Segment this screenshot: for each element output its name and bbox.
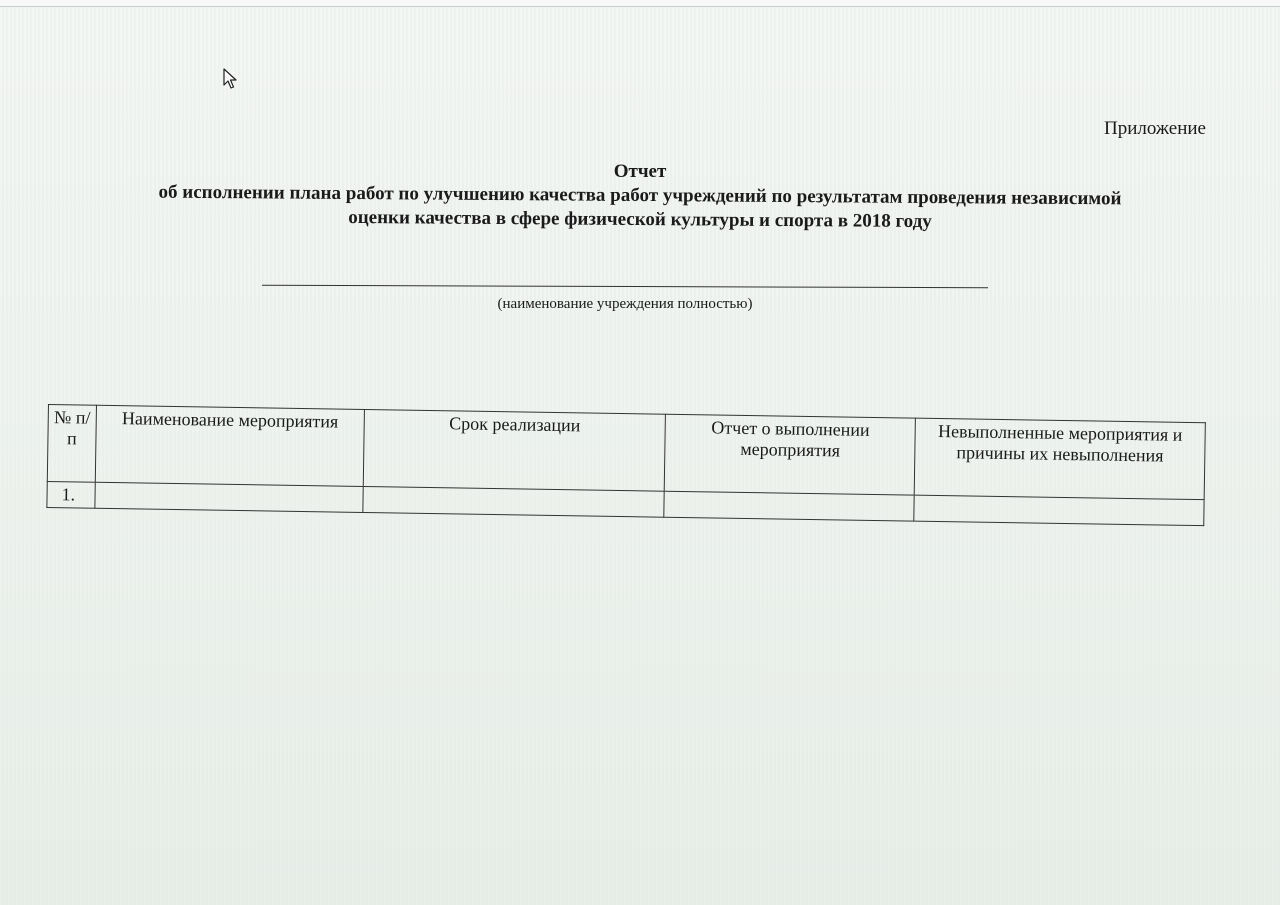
- header-deadline: Срок реализации: [363, 409, 666, 491]
- header-completion-report: Отчет о выполнении мероприятия: [665, 414, 916, 495]
- report-table: [46, 404, 1205, 526]
- cell-event-name: [95, 482, 363, 512]
- report-title: [0, 160, 1280, 232]
- header-event-name: Наименование мероприятия: [95, 405, 364, 486]
- title-line-3: оценки качества в сфере физической культуры и спорта в 2018 году: [348, 206, 932, 233]
- cell-unfulfilled-reasons: [914, 495, 1204, 526]
- mouse-pointer-icon: [222, 68, 238, 90]
- window-top-edge: [0, 0, 1280, 7]
- cell-number: 1.: [47, 481, 95, 508]
- cell-completion-report: [664, 491, 914, 521]
- report-table-wrapper: [46, 404, 1205, 526]
- header-number: № п/п: [47, 405, 96, 483]
- header-unfulfilled-reasons: Невыполненные мероприятия и причины их невыполнения: [914, 418, 1205, 500]
- org-name-caption: (наименование учреждения полностью): [497, 296, 753, 312]
- appendix-label: Приложение: [1104, 118, 1206, 139]
- cell-deadline: [363, 486, 665, 517]
- org-name-line: [262, 285, 988, 289]
- title-line-2: об исполнении плана работ по улучшению качества работ учреждений по результатам проведения независимой: [158, 181, 1122, 210]
- title-line-1: Отчет: [613, 161, 667, 182]
